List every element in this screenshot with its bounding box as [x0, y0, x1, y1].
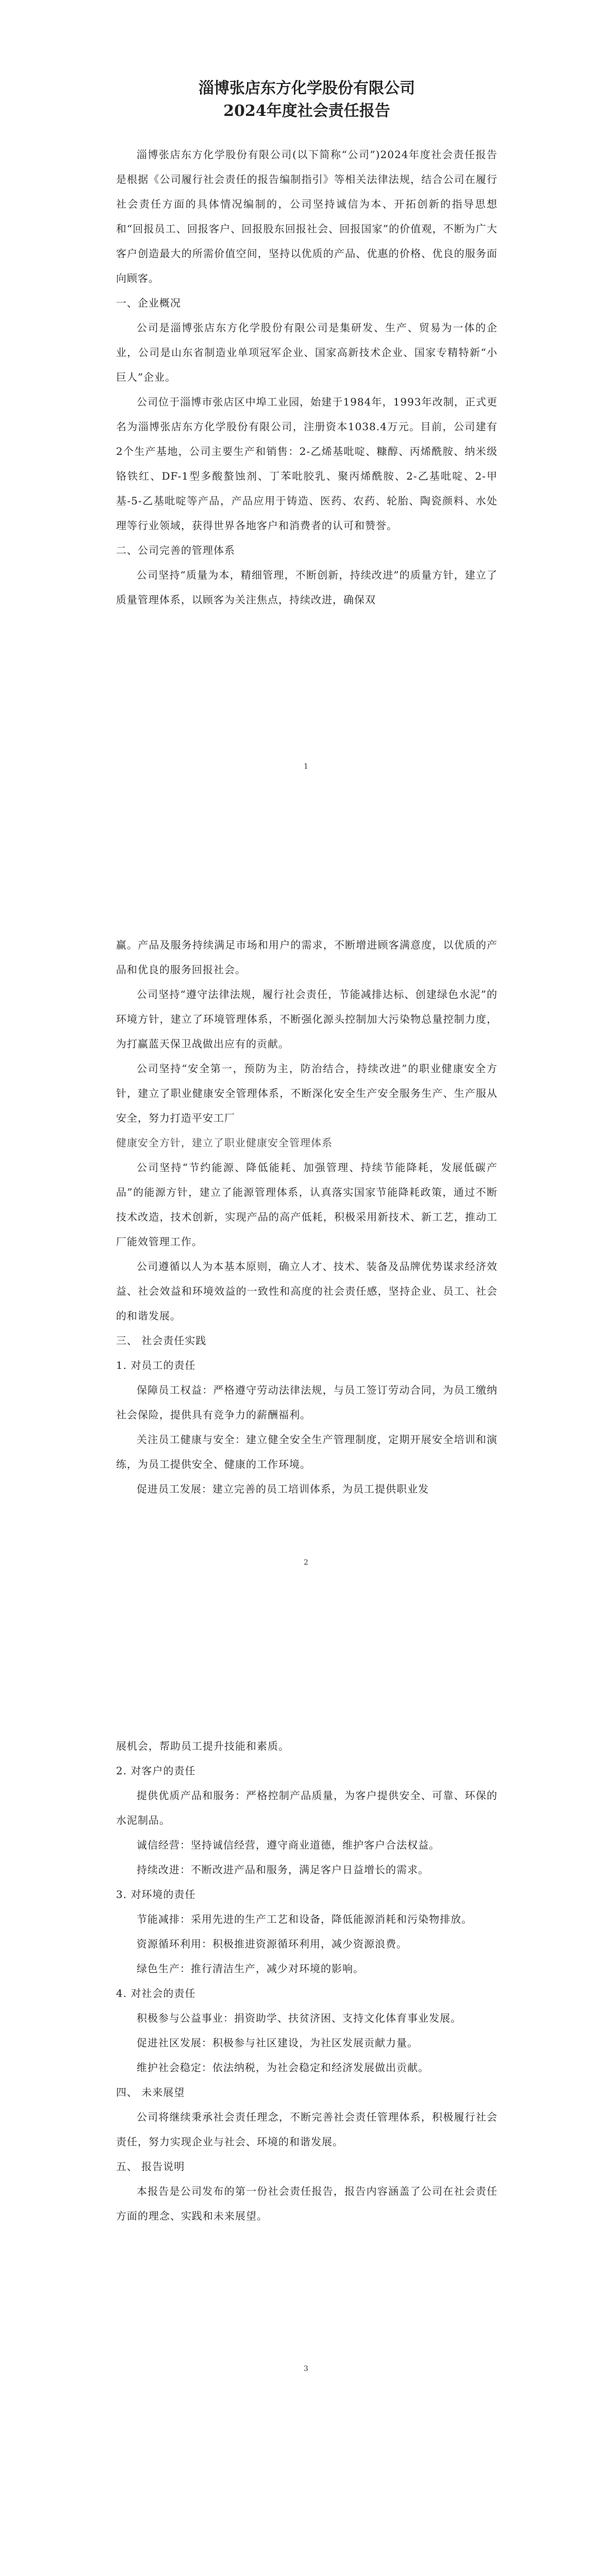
company-title: 淄博张店东方化学股份有限公司	[199, 79, 415, 97]
subheading-employees: 1. 对员工的责任	[116, 1359, 196, 1371]
subheading-customers: 2. 对客户的责任	[116, 1765, 196, 1777]
section-heading-management: 二、公司完善的管理体系	[116, 544, 235, 556]
paragraph: 公司将继续秉承社会责任理念，不断完善社会责任管理体系，积极履行社会责任，努力实现企业与社会、环境的和谐发展。	[116, 2111, 498, 2148]
paragraph: 公司坚持“安全第一，预防为主，防治结合，持续改进”的职业健康安全方针，建立了职业健康安全管理体系，不断深化安全生产安全服务生产、生产服从安全，努力打造平安工厂	[116, 1062, 498, 1124]
subheading-society: 4. 对社会的责任	[116, 1987, 196, 1999]
paragraph: 提供优质产品和服务：严格控制产品质量，为客户提供安全、可靠、环保的水泥制品。	[116, 1789, 498, 1826]
paragraph: 节能减排：采用先进的生产工艺和设备，降低能源消耗和污染物排放。	[137, 1913, 472, 1925]
paragraph: 维护社会稳定：依法纳税，为社会稳定和经济发展做出贡献。	[137, 2061, 429, 2074]
page-3-content	[116, 1734, 498, 2228]
page-number: 3	[304, 2365, 308, 2373]
paragraph: 公司位于淄博市张店区中埠工业园，始建于1984年，1993年改制，正式更名为淄博张店东方化学股份有限公司，注册资本1038.4万元。目前，公司建有2个生产基地，公司主要生产和销售：2-乙烯基吡啶、糠醇、丙烯酰胺、纳米级铬铁红、DF-1型多酸螯蚀剂、丁苯吡胶乳、聚丙烯酰胺、2-乙基吡啶、2-甲基-5-乙基吡啶等产品，产品应用于铸造、医药、农药、轮胎、陶瓷颜料、水处理等行业领域，获得世界各地客户和消费者的认可和赞誉。	[116, 396, 498, 532]
paragraph: 积极参与公益事业：捐资助学、扶贫济困、支持文化体育事业发展。	[137, 2012, 461, 2024]
section-heading-report-notes: 五、 报告说明	[116, 2160, 185, 2173]
subheading-environment: 3. 对环境的责任	[116, 1888, 196, 1901]
page-2	[0, 814, 612, 1633]
intro-paragraph: 淄博张店东方化学股份有限公司(以下简称“公司”)2024年度社会责任报告是根据《公司履行社会责任的报告编制指引》等相关法律法规，结合公司在履行社会责任方面的具体情况编制的，公司坚持诚信为本、开拓创新的指导思想和“回报员工、回报客户、回报股东回报社会、回报国家”的价值观，不断为广大客户创造最大的所需价值空间，坚持以优质的产品、优惠的价格、优良的服务面向顾客。	[116, 148, 498, 284]
paragraph: 赢。产品及服务持续满足市场和用户的需求，不断增进顾客满意度，以优质的产品和优良的服务回报社会。	[116, 939, 498, 976]
paragraph: 公司遵循以人为本基本原则，确立人才、技术、装备及品牌优势谋求经济效益、社会效益和环境效益的一致性和高度的社会责任感，坚持企业、员工、社会的和谐发展。	[116, 1260, 498, 1322]
section-heading-practice: 三、 社会责任实践	[116, 1334, 207, 1347]
page-1-content	[116, 77, 498, 612]
page-3	[0, 1633, 612, 2442]
report-title: 2024年度社会责任报告	[223, 102, 390, 120]
paragraph: 绿色生产：推行清洁生产，减少对环境的影响。	[137, 1962, 364, 1975]
page-4	[0, 2442, 612, 2576]
paragraph: 资源循环利用：积极推进资源循环利用，减少资源浪费。	[137, 1938, 407, 1950]
paragraph: 展机会，帮助员工提升技能和素质。	[116, 1740, 289, 1752]
paragraph: 持续改进：不断改进产品和服务，满足客户日益增长的需求。	[137, 1863, 429, 1876]
paragraph: 促进员工发展：建立完善的员工培训体系，为员工提供职业发	[137, 1483, 429, 1495]
paragraph: 保障员工权益：严格遵守劳动法律法规，与员工签订劳动合同，为员工缴纳社会保险，提供具有竞争力的薪酬福利。	[116, 1384, 498, 1421]
paragraph: 诚信经营：坚持诚信经营，遵守商业道德，维护客户合法权益。	[137, 1839, 440, 1851]
page-1	[0, 0, 612, 814]
paragraph: 公司坚持“质量为本，精细管理，不断创新，持续改进”的质量方针，建立了质量管理体系，以顾客为关注焦点，持续改进，确保双	[116, 569, 498, 606]
paragraph: 促进社区发展：积极参与社区建设，为社区发展贡献力量。	[137, 2037, 418, 2049]
overlapping-text-line: 健康安全方针，建立了职业健康安全管理体系	[116, 1137, 333, 1149]
section-heading-overview: 一、企业概况	[116, 297, 181, 309]
paragraph: 公司坚持“遵守法律法规，履行社会责任，节能减排达标、创建绿色水泥”的环境方针，建立了环境管理体系，不断强化源头控制加大污染物总量控制力度，为打赢蓝天保卫战做出应有的贡献。	[116, 988, 498, 1050]
section-heading-outlook: 四、 未来展望	[116, 2086, 185, 2098]
page-number: 1	[304, 762, 308, 771]
paragraph: 本报告是公司发布的第一份社会责任报告，报告内容涵盖了公司在社会责任方面的理念、实践和未来展望。	[116, 2185, 498, 2222]
paragraph: 公司是淄博张店东方化学股份有限公司是集研发、生产、贸易为一体的企业，公司是山东省制造业单项冠军企业、国家高新技术企业、国家专精特新“小巨人”企业。	[116, 321, 498, 383]
paragraph: 公司坚持“节约能源、降低能耗、加强管理、持续节能降耗，发展低碳产品”的能源方针，建立了能源管理体系，认真落实国家节能降耗政策，通过不断技术改造，技术创新，实现产品的高产低耗，积极采用新技术、新工艺，推动工厂能效管理工作。	[116, 1161, 498, 1248]
paragraph: 关注员工健康与安全：建立健全安全生产管理制度，定期开展安全培训和演练，为员工提供安全、健康的工作环境。	[116, 1433, 498, 1470]
page-2-content	[116, 933, 498, 1501]
page-number: 2	[304, 1558, 308, 1567]
